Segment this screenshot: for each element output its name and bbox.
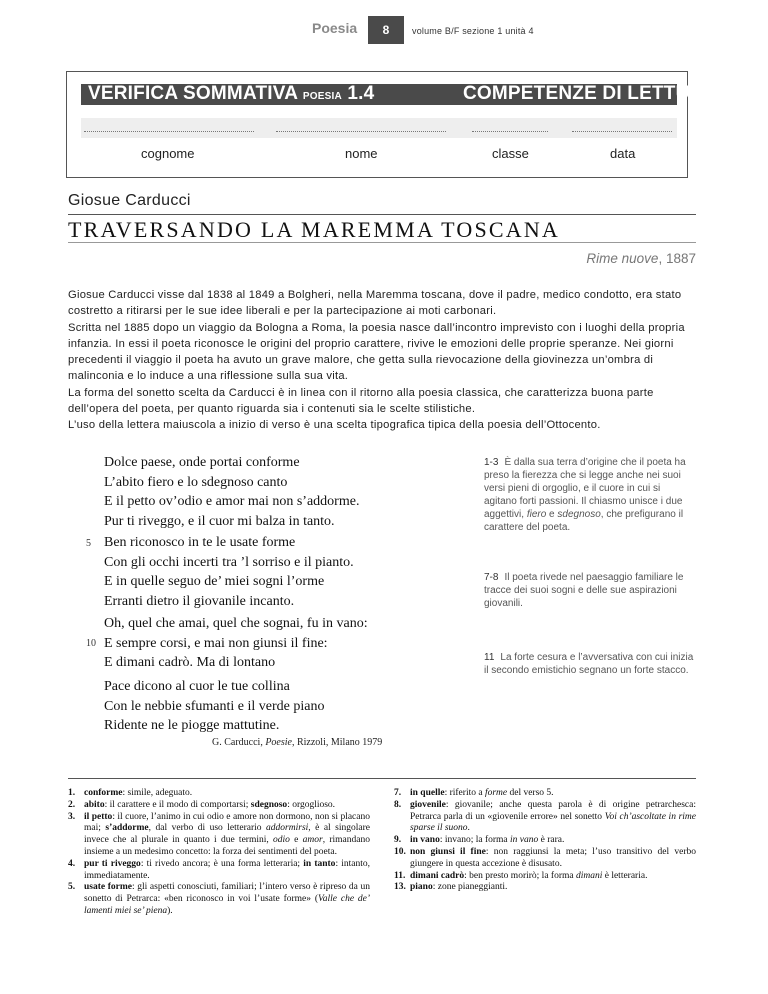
- title-rule-top: [68, 214, 696, 215]
- competenze-title: COMPETENZE DI LETTURA: [463, 83, 718, 104]
- data-field[interactable]: [572, 125, 672, 132]
- verse: E dimani cadrò. Ma di lontano: [104, 655, 276, 670]
- footnote: 13. piano: zone pianeggianti.: [394, 882, 508, 893]
- cognome-field[interactable]: [84, 125, 254, 132]
- stanza-2: [104, 533, 354, 611]
- footnotes-rule: [68, 778, 696, 779]
- footnote: 1. conforme: simile, adeguato.: [68, 788, 193, 798]
- title-rule-bottom: [68, 242, 696, 243]
- verse: L’abito fiero e lo sdegnoso canto: [104, 474, 288, 490]
- footnote: 10. non giunsi il fine: non raggiunsi la meta; l’uso transitivo del verbo giungere in questa accezione è disusato.: [394, 846, 696, 869]
- verifica-title: [88, 83, 374, 105]
- verse: Pur ti riveggo, e il cuor mi balza in tanto.: [104, 513, 335, 529]
- footnote-number: 5.: [68, 882, 76, 893]
- intro-paragraph: Scritta nel 1885 dopo un viaggio da Bologna a Roma, la poesia nasce dall’incontro imprevisto con i luoghi della propria infanzia. In essi il poeta riconosce le origini del proprio carattere, rivive le emozioni delle proprie speranze. Nei giorni precedenti il viaggio il poeta ha avuto un grave malore, che getta sulla rievocazione della giovinezza un’ombra di malinconia e lo induce a una riflessione sulla sua vita.: [68, 321, 685, 383]
- stanza-4: [104, 677, 324, 736]
- note-ref: 11: [484, 652, 495, 663]
- page-number: 8: [368, 16, 404, 44]
- cognome-label: cognome: [141, 146, 195, 161]
- margin-note: 7-8 Il poeta rivede nel paesaggio familiare le tracce dei suoi sogni e delle sue aspirazioni giovanili.: [484, 572, 684, 609]
- intro-paragraph: L’uso della lettera maiuscola a inizio di verso è una scelta tipografica tipica della poesia dell’Ottocento.: [68, 419, 601, 432]
- verifica-title-main: VERIFICA SOMMATIVA: [88, 83, 303, 104]
- footnote-number: 9.: [394, 835, 402, 846]
- classe-field[interactable]: [472, 125, 548, 132]
- intro-paragraph: Giosue Carducci visse dal 1838 al 1849 a Bolgheri, nella Maremma toscana, dove il padre, medico condotto, era stato costretto a ritirarsi per le sue idee liberali e per la partecipazione ai moti carbonari.: [68, 289, 682, 318]
- footnote: 5. usate forme: gli aspetti conosciuti, familiari; l’intero verso è ripreso da un sonetto di Petrarca: «ben riconosco in voi l’usate forme» (Valle che de’ lamenti miei se’ piena).: [68, 882, 371, 916]
- poem-title: TRAVERSANDO LA MAREMMA TOSCANA: [68, 217, 561, 242]
- verse: Dolce paese, onde portai conforme: [104, 455, 300, 470]
- footnote: 8. giovenile: giovanile; anche questa parola è di origine petrarchesca: Petrarca parla di un «giovenile errore» nel sonetto Voi ch’ascoltate in rime sparse il suono.: [394, 799, 696, 834]
- volume-info: volume B/F sezione 1 unità 4: [412, 26, 534, 36]
- line-number: 10: [86, 638, 96, 649]
- data-label: data: [610, 146, 636, 161]
- footnote-number: 3.: [68, 811, 76, 822]
- footnote: 2. abito: il carattere e il modo di comportarsi; sdegnoso: orgoglioso.: [68, 799, 336, 810]
- note-ref: 1-3: [484, 457, 499, 468]
- footnote-number: 2.: [68, 799, 76, 810]
- footnotes-left: [68, 788, 370, 918]
- verse: Con gli occhi incerti tra ’l sorriso e il pianto.: [104, 554, 354, 570]
- verse: E sempre corsi, e mai non giunsi il fine:: [104, 635, 328, 651]
- verifica-title-small: POESIA: [302, 91, 342, 102]
- footnote-number: 10.: [394, 846, 406, 857]
- intro-paragraph: La forma del sonetto scelta da Carducci è in linea con il ritorno alla poesia classica, che caratterizza buona parte dell’opera del poeta, per quanto riguarda sia i contenuti sia le scelte stilistiche.: [68, 386, 654, 416]
- nome-label: nome: [345, 146, 378, 161]
- introduction: [68, 287, 698, 434]
- footnote: 11. dimani cadrò: ben presto morirò; la forma dimani è letteraria.: [394, 870, 648, 881]
- margin-note: 11 La forte cesura e l’avversativa con cui inizia il secondo emistichio segnano un forte stacco.: [484, 652, 694, 676]
- source-name: Rime nuove: [586, 251, 659, 266]
- poem-citation: G. Carducci, Poesie, Rizzoli, Milano 1979: [212, 737, 383, 748]
- section-label: Poesia: [312, 20, 358, 36]
- verse: E il petto ov’odio e amor mai non s’addorme.: [104, 494, 360, 509]
- footnote: 3. il petto: il cuore, l’animo in cui odio e amore non dormono, non si placano mai; s’addorme, dal verbo di uso letterario addormirsi, è al singolare invece che al plurale in quanto i due termini, odio e amor, rimandano insieme a un medesimo concetto: la forza dei sentimenti del poeta.: [68, 811, 370, 857]
- stanza-3: [104, 614, 368, 673]
- verifica-title-num: 1.4: [341, 83, 375, 104]
- footnote-number: 11.: [394, 870, 406, 881]
- source-year: 1887: [665, 251, 696, 266]
- footnotes-right: [394, 788, 696, 894]
- verse: Pace dicono al cuor le tue collina: [104, 679, 290, 694]
- nome-field[interactable]: [276, 125, 446, 132]
- note-ref: 7-8: [484, 572, 499, 583]
- footnote-number: 13.: [394, 882, 406, 893]
- verse: Con le nebbie sfumanti e il verde piano: [104, 698, 325, 714]
- footnote-number: 4.: [68, 858, 76, 869]
- footnote: 7. in quelle: riferito a forme del verso 5.: [394, 788, 554, 798]
- footnote: 4. pur ti riveggo: ti rivedo ancora; è una forma letteraria; in tanto: intanto, immediatamente.: [68, 858, 370, 881]
- classe-label: classe: [492, 146, 529, 161]
- verse: Oh, quel che amai, quel che sognai, fu in vano:: [104, 616, 368, 631]
- verse: Ridente ne le piogge mattutine.: [104, 718, 280, 733]
- footnote-number: 1.: [68, 788, 76, 798]
- footnote-number: 8.: [394, 799, 402, 810]
- footnote-number: 7.: [394, 788, 402, 798]
- poem-source: Rime nuove, 1887: [586, 251, 696, 266]
- verse: E in quelle seguo de’ miei sogni l’orme: [104, 574, 325, 589]
- footnote: 9. in vano: invano; la forma in vano è rara.: [394, 835, 565, 846]
- verse: Erranti dietro il giovanile incanto.: [104, 593, 295, 609]
- verse: Ben riconosco in te le usate forme: [104, 535, 296, 550]
- author-name: Giosue Carducci: [68, 192, 191, 209]
- line-number: 5: [86, 538, 91, 549]
- margin-note: 1-3 È dalla sua terra d’origine che il poeta ha preso la fierezza che si legge anche nei suoi versi pieni di orgoglio, e il cuore in cui si agitano forti passioni. Il chiasmo unisce i due aggettivi, fiero e sdegnoso, che prefigurano il carattere del poeta.: [484, 457, 686, 533]
- stanza-1: [104, 453, 359, 531]
